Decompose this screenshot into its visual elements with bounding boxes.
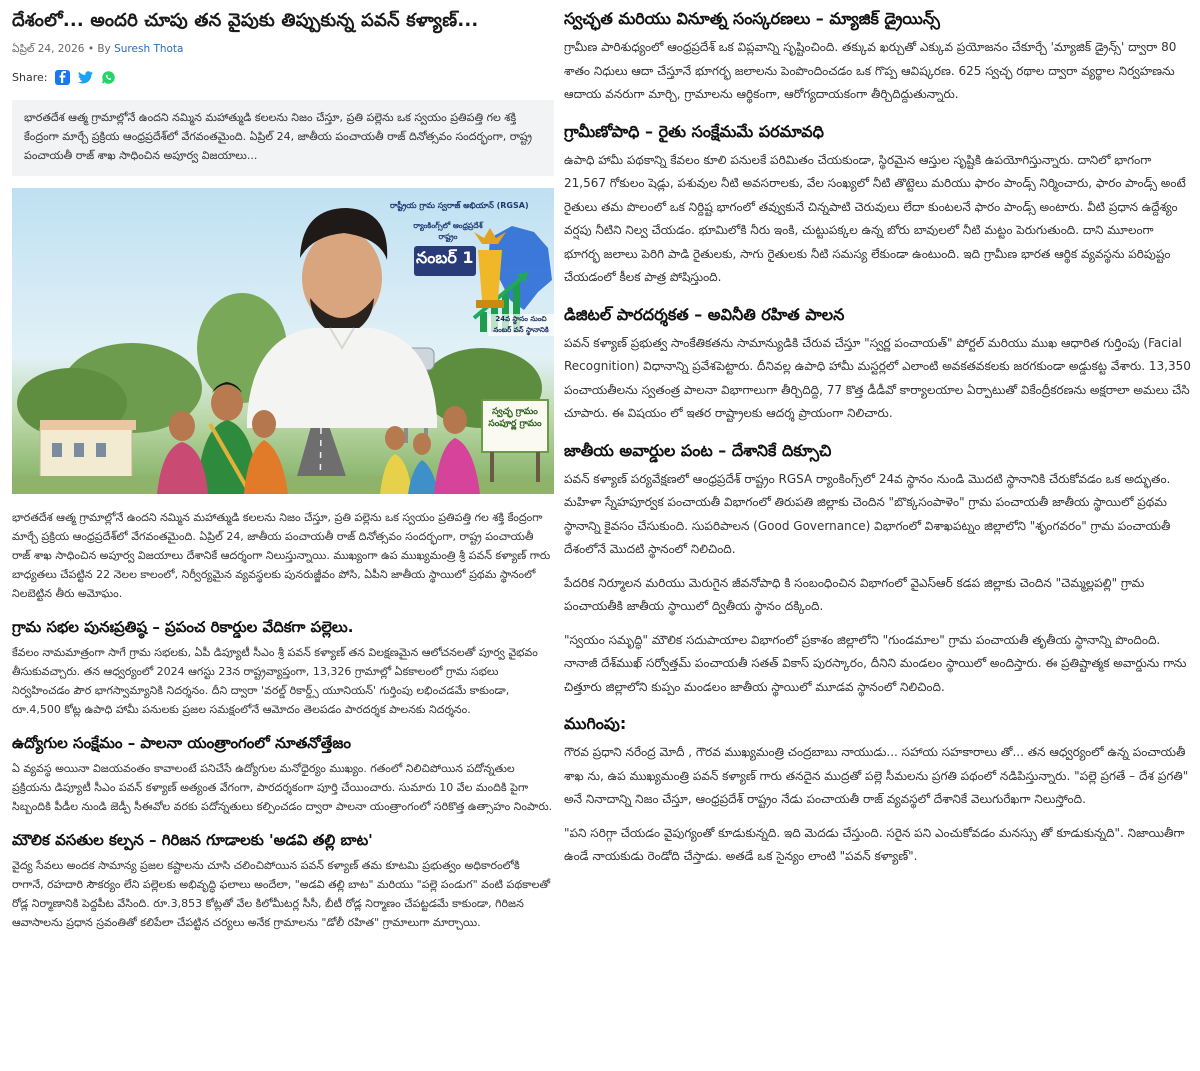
section-paragraph: "స్వయం సమృద్ధి" మౌలిక సదుపాయాల విభాగంలో ప్రకాశం జిల్లాలోని "గుండమాల" గ్రామ పంచాయతీ తృతీయ స్థానాన్ని పొందింది. నానాజీ దేశ్‌ముఖ్ సర్వోత్తమ్ పంచాయతీ సతత్ వికాస్ పురస్కారం, దీనిని మండలం స్థాయిలో అందిస్తారు. ఈ ప్రతిష్టాత్మక అవార్డును గాను చిత్తూరు జిల్లాలోని కుప్పం మండలం జాతీయ స్థాయిలో మూడవ స్థానంలో నిలిచింది. xyxy=(564,632,1187,694)
section-heading: మౌలిక వసతుల కల్పన – గిరిజన గూడాలకు 'అడవి తల్లి బాట' xyxy=(12,831,373,849)
section-heading: స్వచ్ఛత మరియు వినూత్న సంస్కరణలు – మ్యాజిక్ డ్రైయిన్స్ xyxy=(564,9,940,28)
section-paragraph: "పని సరిగ్గా చేయడం వైపుగ్యంతో కూడుకున్నది. ఇది మెదడు చేస్తుంది. సరైన పని ఎంచుకోవడం మనస్సు తో కూడుకున్నది". నిజాయితీగా ఉండే నాయకుడు రెండోది చేస్తాడు. అతడే ఒక సైన్యం లాంటి "పవన్ కళ్యాణ్". xyxy=(564,825,1185,863)
section-heading: జాతీయ అవార్డుల పంట – దేశానికే దిక్సూచి xyxy=(564,440,832,460)
hero-poster-text: స్వచ్ఛ గ్రామం సంపూర్ణ గ్రామం xyxy=(488,407,542,429)
section-paragraph: పవన్ కళ్యాణ్ ప్రభుత్వ సాంకేతికతను సామాన్యుడికి చేరువ చేస్తూ "స్వర్ణ పంచాయత్" పోర్టల్ మరియు ముఖ ఆధారిత గుర్తింపు (Facial Recognition) విధానాన్ని ప్రవేశపెట్టారు. దీనివల్ల ఉపాధి హామీ మస్టర్లలో ఎలాంటి అవకతవకలకు జరగకుండా అడ్డుకట్ట వేశారు. 13,350 పంచాయతీలను స్వతంత్ర పాలనా విభాగాలుగా తీర్చిదిద్ది, 77 కొత్త డీడీవో కార్యాలయాల ఏర్పాటుతో వికేంద్రీకరణను అక్షరాలా అమలు చేసి చూపారు. ఈ విషయం లో ఇతర రాష్ట్రాలకు ఆదర్శ ప్రాయంగా నిలిచారు. xyxy=(564,335,1191,420)
author-link[interactable]: Suresh Thota xyxy=(114,43,184,55)
facebook-icon[interactable] xyxy=(55,70,70,85)
section-heading: డిజిటల్ పారదర్శకత – అవినీతి రహిత పాలన xyxy=(564,304,845,324)
whatsapp-icon[interactable] xyxy=(101,70,116,85)
section-paragraph: పవన్ కళ్యాణ్ పర్యవేక్షణలో ఆంధ్రప్రదేశ్ రాష్ట్రం RGSA ర్యాంకింగ్స్‌లో 24వ స్థానం నుండి మొదటి స్థానానికి చేరుకోవడం ఒక అద్భుతం. మహిళా స్నేహపూర్వక పంచాయతీ విభాగంలో తిరుపతి జిల్లాకు చెందిన "బొక్కసంపాళెం" గ్రామ పంచాయతీ జాతీయ స్థాయిలో ప్రథమ స్థానాన్ని కైవసం చేసుకుంది. సుపరిపాలన (Good Governance) విభాగంలో విశాఖపట్నం జిల్లాలోని "శృంగవరం" గ్రామ పంచాయతీ దేశంలోనే మొదటి స్థానంలో నిలిచింది. xyxy=(564,471,1171,556)
hero-badge-rank: నంబర్ 1 xyxy=(416,248,474,267)
section-paragraph: వైద్య సేవలు అందక సామాన్య ప్రజల కష్టాలను చూసి చలించిపోయిన పవన్ కళ్యాణ్ తమ కూటమి ప్రభుత్వం అధికారంలోకి రాగానే, రహదారి సౌకర్యం లేని పల్లెలకు అభివృద్ధి ఫలాలు అందేలా, "అడవి తల్లి బాట" మరియు "పల్లె పండుగ" వంటి పథకాలతో రోడ్ల నిర్మాణానికి పెద్దపీట వేసింది. రూ.3,853 కోట్లతో వేల కిలోమీటర్ల సీసీ, బీటీ రోడ్ల నిర్మాణం చేపట్టడమే కాకుండా, గిరిజన ఆవాసాలను ప్రధాన స్రవంతితో కలిపేలా చేపట్టిన చర్యలు అనేక గ్రామాలను "డోలీ రహిత" గ్రామాలుగా మార్చాయి. xyxy=(12,859,551,929)
article-meta xyxy=(12,42,554,56)
by-label: • By xyxy=(84,43,115,55)
hero-image xyxy=(12,188,554,494)
article-date: ఏప్రిల్ 24, 2026 xyxy=(12,43,85,55)
section-heading: ఉద్యోగుల సంక్షేమం – పాలనా యంత్రాంగంలో నూతనోత్తేజం xyxy=(12,734,351,752)
section-paragraph: గౌరవ ప్రధాని నరేంద్ర మోదీ , గౌరవ ముఖ్యమంత్రి చంద్రబాబు నాయుడు... సహాయ సహకారాలు తో... తన ఆధ్వర్యంలో ఉన్న పంచాయతీ శాఖ ను, ఉప ముఖ్యమంత్రి పవన్ కళ్యాణ్ గారు తనదైన ముద్రతో పల్లె సీమలను ప్రగతి పథంలో నడిపిస్తున్నారు. "పల్లె ప్రగతే – దేశ ప్రగతి" అనే నినాదాన్ని నిజం చేస్తూ, ఆంధ్రప్రదేశ్ రాష్ట్రం నేడు పంచాయతీ రాజ్ వ్యవస్థలో దేశానికే వెలుగురేఖగా నిలుస్తోంది. xyxy=(564,745,1189,806)
hero-badge-sub: ర్యాంకింగ్స్‌లో ఆంధ్రప్రదేశ్ రాష్ట్రం xyxy=(413,221,483,241)
intro-paragraph: భారతదేశ ఆత్మ గ్రామాల్లోనే ఉందని నమ్మిన మహాత్ముడి కలలను నిజం చేస్తూ, ప్రతి పల్లెను ఒక స్వయం ప్రతిపత్తి గల శక్తి కేంద్రంగా మార్చే ప్రక్రియ ఆంధ్రప్రదేశ్‌లో వేగవంతమైంది. ఏప్రిల్ 24, జాతీయ పంచాయతీ రాజ్ దినోత్సవం సందర్భంగా, రాష్ట్ర పంచాయతీ రాజ్ శాఖ సాధించిన అపూర్వ విజయాలు దేశానికే ఆదర్శంగా నిలుస్తున్నాయి. ముఖ్యంగా ఉప ముఖ్యమంత్రి శ్రీ పవన్ కళ్యాణ్ గారు బాధ్యతలు చేపట్టిన 22 నెలల కాలంలో, నిర్వీర్యమైన వ్యవస్థలకు పునరుజ్జీవం పోసి, ఏపీని జాతీయ స్థాయిలో ప్రథమ స్థానంలో నిలబెట్టిన తీరు అమోఘం. xyxy=(12,511,551,600)
section-paragraph: ఉపాధి హామీ పథకాన్ని కేవలం కూలి పనులకే పరిమితం చేయకుండా, స్థిరమైన ఆస్తుల సృష్టికి ఉపయోగిస్తున్నారు. దానిలో భాగంగా 21,567 గోకులం షెడ్లు, పశువుల నీటి అవసరాలకు, వేల సంఖ్యలో నీటి తొట్టెలు మరియు ఫారం పాండ్స్ నిర్మించారు, ఫారం పాండ్స్ అంటే రైతులు తమ పొలంలో ఒక నిర్దిష్ట భాగంలో తవ్వుకునే చిన్నపాటి చెరువులు లేదా కుంటలనే ఫారం పాండ్స్ అంటారు. వీటి ప్రధాన ఉద్దేశ్యం వర్షపు నీటిని నిల్వ చేయడం. భూమిలోకి నీరు ఇంకి, చుట్టుపక్కల ఉన్న బోరు బావులలో నీటి మట్టం పెరుగుతుంది. దాని మూలంగా భూగర్భ జలాలు పెరిగి పాడి రైతులకు, సాగు రైతులకు నీటి సమస్య లేకుండా ఉంటుంది. ఇది గ్రామీణ భారత ఆర్థిక వ్యవస్థను పరిపుష్టం చేయడంలో కీలక పాత్ర పోషిస్తుంది. xyxy=(564,152,1186,284)
article-summary: భారతదేశ ఆత్మ గ్రామాల్లోనే ఉందని నమ్మిన మహాత్ముడి కలలను నిజం చేస్తూ, ప్రతి పల్లెను ఒక స్వయం ప్రతిపత్తి గల శక్తి కేంద్రంగా మార్చే ప్రక్రియ ఆంధ్రప్రదేశ్‌లో వేగవంతమైంది. ఏప్రిల్ 24, జాతీయ పంచాయతీ రాజ్ దినోత్సవం సందర్భంగా, రాష్ట్ర పంచాయతీ రాజ్ శాఖ సాధించిన అపూర్వ విజయాలు... xyxy=(12,100,554,176)
article-title: దేశంలో... అందరి చూపు తన వైపుకు తిప్పుకున్న పవన్ కళ్యాణ్... xyxy=(12,10,479,31)
section-paragraph: ఏ వ్యవస్థ అయినా విజయవంతం కావాలంటే పనిచేసే ఉద్యోగుల మనోధైర్యం ముఖ్యం. గతంలో నిలిచిపోయిన పదోన్నతుల ప్రక్రియను డిప్యూటీ సీఎం పవన్ కళ్యాణ్ అత్యంత వేగంగా, పారదర్శకంగా పూర్తి చేయించారు. సుమారు 10 వేల మందికి పైగా సిబ్బందికి పీడీల నుండి జెడ్పీ సీఈవోల వరకు పదోన్నతులు కల్పించడం ద్వారా పాలనా యంత్రాంగంలో సరికొత్త ఉత్సాహం నింపారు. xyxy=(12,762,553,813)
right-column xyxy=(564,8,1192,869)
twitter-icon[interactable] xyxy=(78,70,93,85)
section-paragraph: గ్రామీణ పారిశుధ్యంలో ఆంధ్రప్రదేశ్ ఒక విప్లవాన్ని సృష్టించింది. తక్కువ ఖర్చుతో ఎక్కువ ప్రయోజనం చేకూర్చే 'మ్యాజిక్ డ్రైన్స్' ద్వారా 80 శాతం నిధులు ఆదా చేస్తూనే భూగర్భ జలాలను పెంపొందించడం ఒక గొప్ప ఆవిష్కరణ. 625 స్వచ్ఛ రథాల ద్వారా వ్యర్థాల నిర్వహణను ఆదాయ వనరుగా మార్చి, గ్రామాలను ఆర్థికంగా, ఆరోగ్యదాయకంగా తీర్చిదిద్దుతున్నారు. xyxy=(564,40,1177,101)
section-heading: ముగింపు: xyxy=(564,714,627,733)
section-paragraph: పేదరిక నిర్మూలన మరియు మెరుగైన జీవనోపాధి కి సంబంధించిన విభాగంలో వైఎస్ఆర్ కడప జిల్లాకు చెందిన "చెమ్మల్లపల్లి" గ్రామ పంచాయతీకి జాతీయ స్థాయిలో ద్వితీయ స్థానం దక్కింది. xyxy=(564,575,1145,613)
section-heading: గ్రామీణోపాధి – రైతు సంక్షేమమే పరమావధి xyxy=(564,121,824,141)
share-bar xyxy=(12,68,554,86)
share-label: Share: xyxy=(12,70,48,84)
section-heading: గ్రామ సభల పునఃప్రతిష్ఠ – ప్రపంచ రికార్డుల వేదికగా పల్లెలు. xyxy=(12,618,354,636)
section-paragraph: కేవలం నామమాత్రంగా సాగే గ్రామ సభలకు, ఏపీ డిప్యూటీ సీఎం శ్రీ పవన్ కళ్యాణ్ తన విలక్షణమైన ఆలోచనలతో పూర్వ వైభవం తీసుకువచ్చారు. తన ఆధ్వర్యంలో 2024 ఆగస్టు 23న రాష్ట్రవ్యాప్తంగా, 13,326 గ్రామాల్లో ఏకకాలంలో గ్రామ సభలు నిర్వహించడం పౌర భాగస్వామ్యానికి నిదర్శనం. దీని ద్వారా 'వరల్డ్ రికార్డ్స్ యూనియన్' గుర్తింపు లభించడమే కాకుండా, రూ.4,500 కోట్ల ఉపాధి హామీ పనులకు ప్రజల సమక్షంలోనే ఆమోదం తెలపడం పారదర్శక పాలనకు నిదర్శనం. xyxy=(12,646,538,716)
hero-badge-org: రాష్ట్రీయ గ్రామ స్వరాజ్ అభియాన్ (RGSA) xyxy=(390,201,529,210)
hero-badge-note: 24వ స్థానం నుంచి నంబర్ వన్ స్థానానికి xyxy=(488,314,554,336)
left-column xyxy=(12,8,554,932)
